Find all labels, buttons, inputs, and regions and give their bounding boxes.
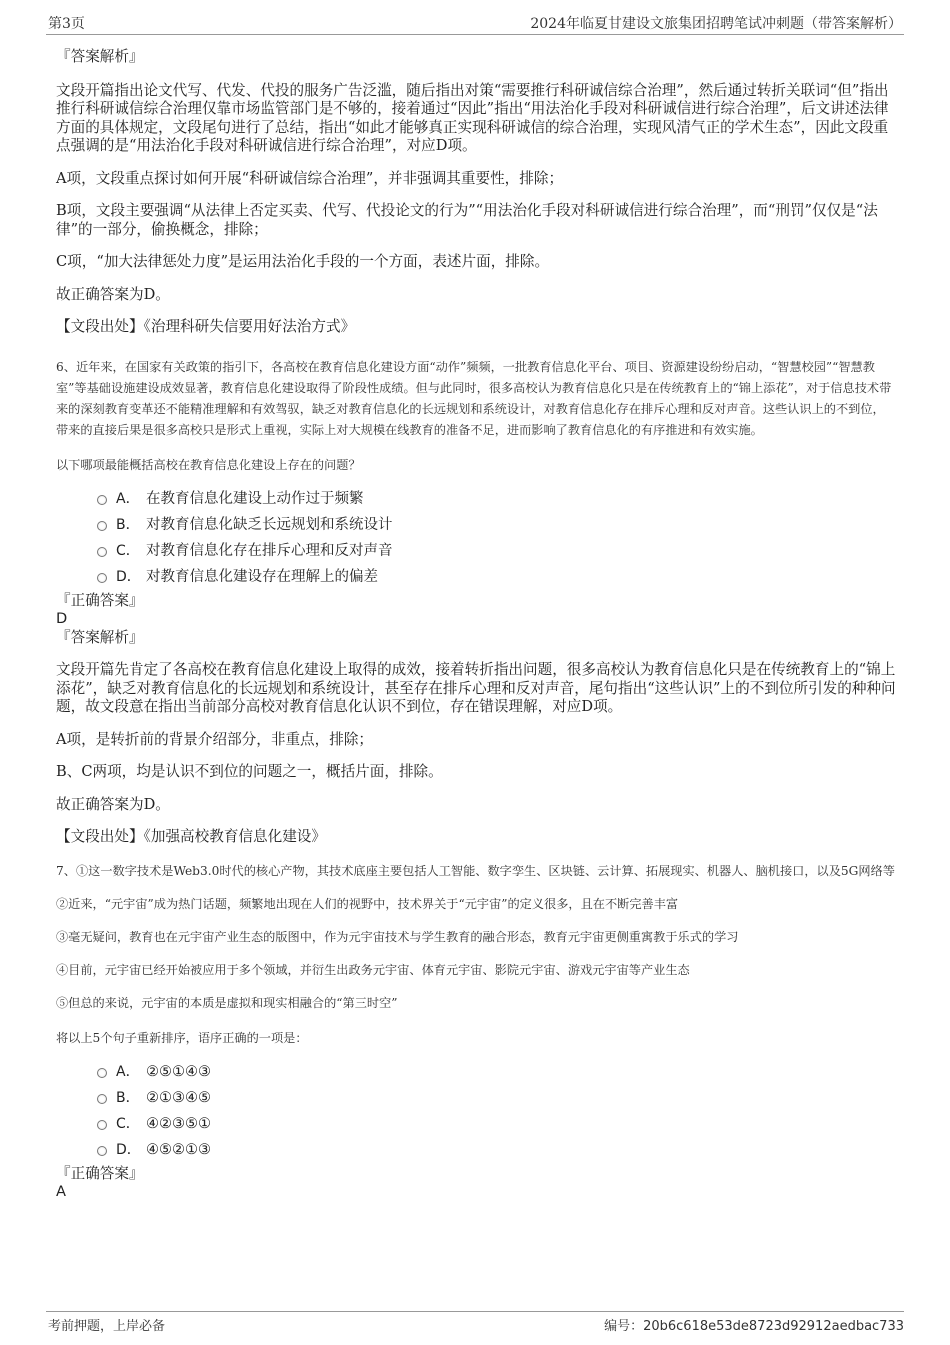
sentence-4: ④目前，元宇宙已经开始被应用于多个领域，并衍生出政务元宇宙、体育元宇宙、影院元宇宙、游戏元宇宙等产业生态 [56, 962, 690, 977]
document-title: 2024年临夏甘建设文旅集团招聘笔试冲刺题（带答案解析） [530, 16, 902, 32]
answer-label: 『正确答案』 [56, 591, 144, 609]
analysis-text: 文段开篇先肯定了各高校在教育信息化建设上取得的成效，接着转折指出问题，很多高校认为教育信息化只是在传统教育上的“锦上添花”，缺乏对教育信息化的长远规划和系统设计，甚至存在排斥心理和反对声音，尾句指出“这些认识”上的不到位所引发的种种问题，故文段意在指出当前部分高校对教育信息化认识不到位，存在错误理解，对应D项。 [56, 661, 896, 715]
sentence-3: ③毫无疑问，教育也在元宇宙产业生态的版图中，作为元宇宙技术与学生教育的融合形态，教育元宇宙更侧重寓教于乐式的学习 [56, 929, 739, 944]
option-b-note: B项，文段主要强调“从法律上否定买卖、代写、代投论文的行为”“用法治化手段对科研诚信进行综合治理”，而“刑罚”仅仅是“法律”的一部分，偷换概念，排除； [56, 202, 878, 238]
radio-button[interactable] [97, 1068, 107, 1078]
option-a-note: A项，文段重点探讨如何开展“科研诚信综合治理”，并非强调其重要性，排除； [56, 169, 564, 187]
source-citation: 【文段出处】《加强高校教育信息化建设》 [56, 828, 326, 845]
option-list [56, 486, 896, 590]
question-stem: 6、近年来，在国家有关政策的指引下，各高校在教育信息化建设方面“动作”频频，一批教育信息化平台、项目、资源建设纷纷启动，“智慧校园”“智慧教室”等基础设施建设成效显著，教育信息化建设取得了阶段性成绩。但与此同时，很多高校认为教育信息化只是在传统教育上的“锦上添花”，对于信息技术带来的深刻教育变革还不能精准理解和有效驾驭，缺乏对教育信息化的长远规划和系统设计，对教育信息化存在排斥心理和反对声音。这些认识上的不到位，带来的直接后果是很多高校只是形式上重视，实际上对大规模在线教育的准备不足，进而影响了教育信息化的有序推进和有效实施。 [56, 359, 892, 437]
source-citation: 【文段出处】《治理科研失信要用好法治方式》 [56, 318, 356, 335]
radio-button[interactable] [97, 495, 107, 505]
analysis-label: 『答案解析』 [56, 628, 144, 646]
document-code: 编号：20b6c618e53de8723d92912aedbac733 [604, 1319, 904, 1334]
document-content [56, 44, 896, 1202]
footer-slogan: 考前押题，上岸必备 [48, 1319, 166, 1334]
option-b[interactable]: B． 对教育信息化缺乏长远规划和系统设计 [56, 512, 896, 538]
option-a-note: A项，是转折前的背景介绍部分，非重点，排除； [56, 730, 374, 748]
analysis-label: 『答案解析』 [56, 48, 144, 65]
answer-label: 『正确答案』 [56, 1164, 144, 1182]
question-prompt: 以下哪项最能概括高校在教育信息化建设上存在的问题？ [56, 457, 361, 472]
sentence-1: 7、①这一数字技术是Web3.0时代的核心产物，其技术底座主要包括人工智能、数字孪生、区块链、云计算、拓展现实、机器人、脑机接口，以及5G网络等 [56, 863, 895, 878]
page-number: 第3页 [48, 16, 85, 32]
sentence-2: ②近来，“元宇宙”成为热门话题，频繁地出现在人们的视野中，技术界关于“元宇宙”的定义很多，且在不断完善丰富 [56, 896, 679, 911]
option-c[interactable]: C． ④②③⑤① [56, 1111, 896, 1137]
radio-button[interactable] [97, 1146, 107, 1156]
radio-button[interactable] [97, 573, 107, 583]
page-footer [46, 1311, 904, 1334]
option-a[interactable]: A． ②⑤①④③ [56, 1059, 896, 1085]
option-list [56, 1059, 896, 1163]
conclusion: 故正确答案为D。 [56, 795, 170, 813]
option-c[interactable]: C． 对教育信息化存在排斥心理和反对声音 [56, 538, 896, 564]
option-d[interactable]: D． ④⑤②①③ [56, 1137, 896, 1163]
correct-answer: A [56, 1183, 66, 1200]
page-header [46, 12, 904, 35]
radio-button[interactable] [97, 1120, 107, 1130]
radio-button[interactable] [97, 547, 107, 557]
radio-button[interactable] [97, 521, 107, 531]
conclusion: 故正确答案为D。 [56, 285, 170, 303]
question-prompt: 将以上5个句子重新排序，语序正确的一项是： [56, 1030, 308, 1045]
sentence-5: ⑤但总的来说，元宇宙的本质是虚拟和现实相融合的“第三时空” [56, 995, 398, 1010]
option-a[interactable]: A． 在教育信息化建设上动作过于频繁 [56, 486, 896, 512]
radio-button[interactable] [97, 1094, 107, 1104]
option-c-note: C项，“加大法律惩处力度”是运用法治化手段的一个方面，表述片面，排除。 [56, 253, 550, 270]
analysis-text: 文段开篇指出论文代写、代发、代投的服务广告泛滥，随后指出对策“需要推行科研诚信综合治理”，然后通过转折关联词“但”指出推行科研诚信综合治理仅靠市场监管部门是不够的，接着通过“因此”指出“用法治化手段对科研诚信进行综合治理”，后文讲述法律方面的具体规定，文段尾句进行了总结，指出“如此才能够真正实现科研诚信的综合治理，实现风清气正的学术生态”，因此文段重点强调的是“用法治化手段对科研诚信进行综合治理”，对应D项。 [56, 81, 889, 154]
correct-answer: D [56, 610, 68, 627]
option-b[interactable]: B． ②①③④⑤ [56, 1085, 896, 1111]
option-d[interactable]: D． 对教育信息化建设存在理解上的偏差 [56, 564, 896, 590]
option-bc-note: B、C两项，均是认识不到位的问题之一，概括片面，排除。 [56, 763, 443, 780]
